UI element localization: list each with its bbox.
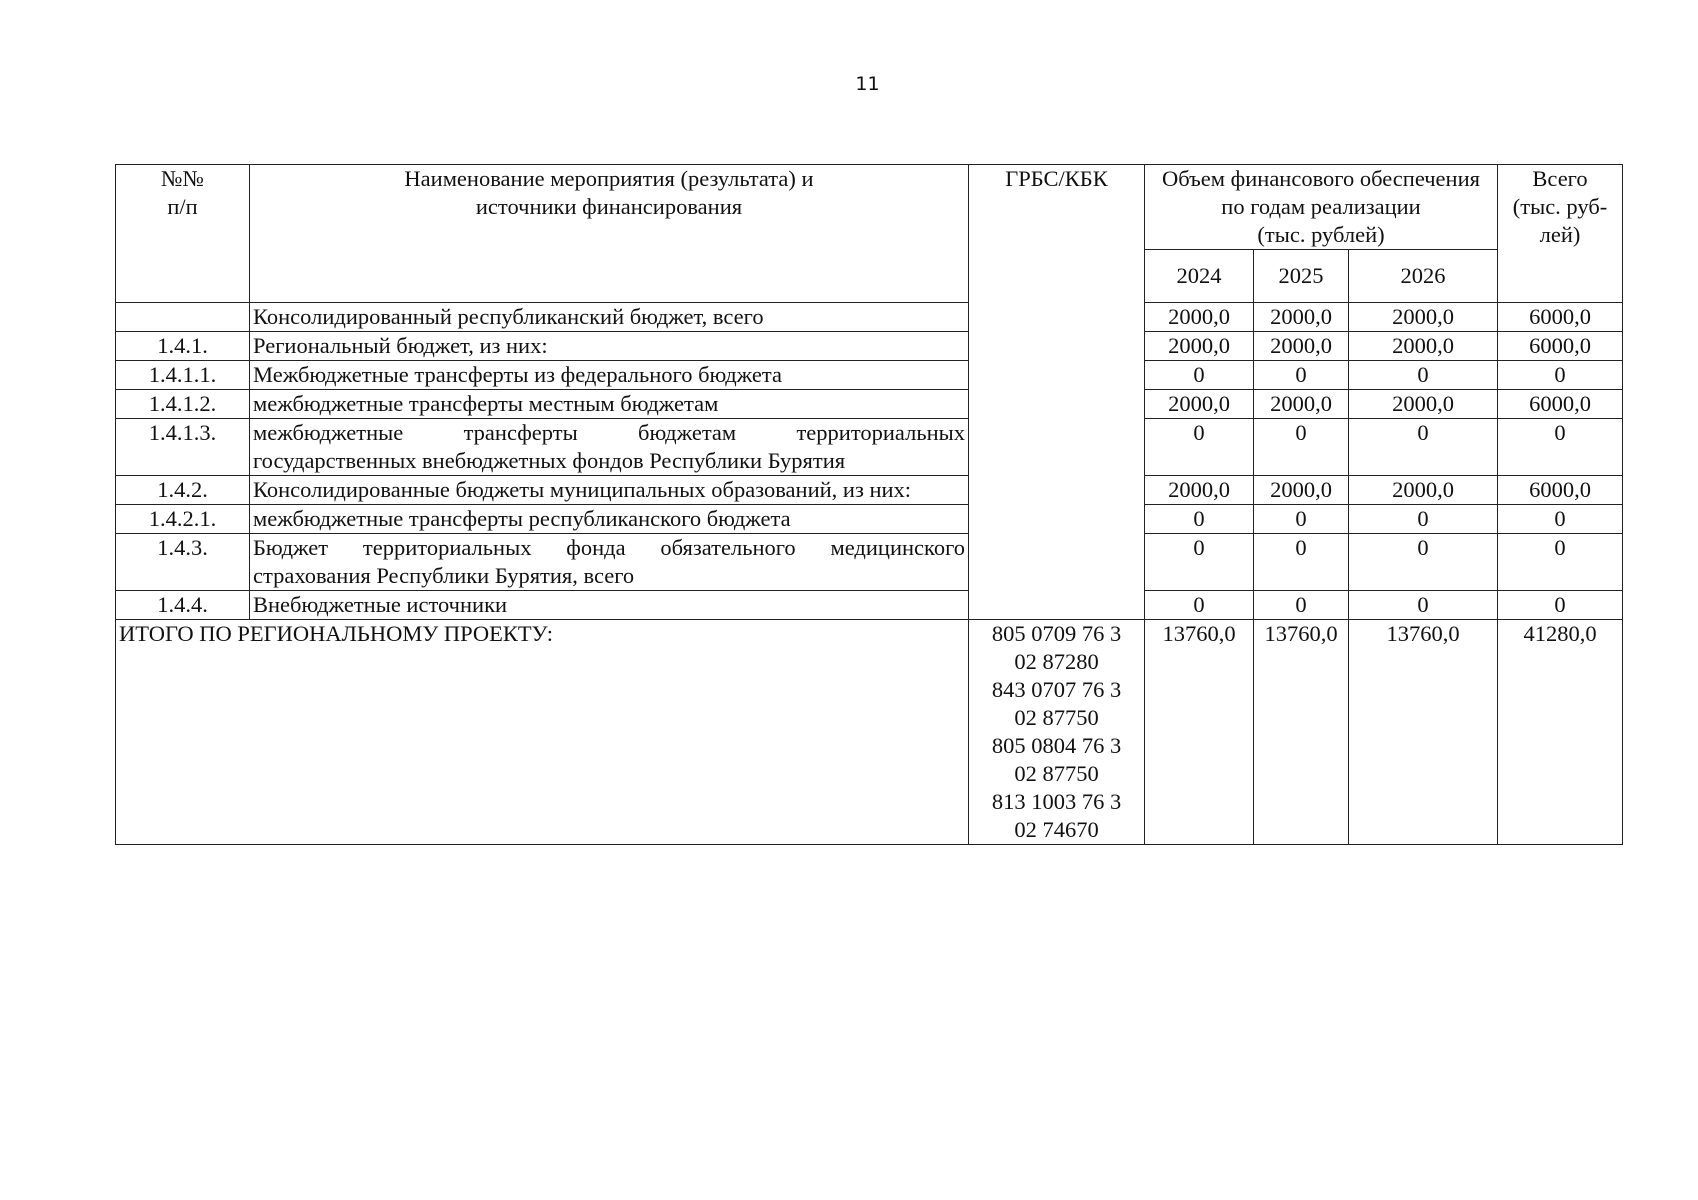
row-value-2024: 2000,0	[1145, 303, 1254, 332]
row-value-2024: 0	[1145, 419, 1254, 476]
row-value-2026: 2000,0	[1349, 332, 1498, 361]
row-value-2026: 0	[1349, 591, 1498, 620]
row-number: 1.4.1.2.	[116, 390, 250, 419]
kbk-code-line: 02 74670	[1014, 817, 1099, 842]
table-row	[116, 361, 1623, 390]
row-value-2025: 0	[1254, 419, 1349, 476]
row-value-2025: 2000,0	[1254, 332, 1349, 361]
header-num: №№ п/п	[116, 165, 250, 303]
kbk-code-line: 805 0804 76 3	[991, 733, 1122, 758]
table-row	[116, 505, 1623, 534]
table-row	[116, 303, 1623, 332]
row-number	[116, 303, 250, 332]
row-number: 1.4.4.	[116, 591, 250, 620]
total-label: ИТОГО ПО РЕГИОНАЛЬНОМУ ПРОЕКТУ:	[116, 620, 969, 845]
row-value-2025: 0	[1254, 505, 1349, 534]
row-value-2024: 0	[1145, 361, 1254, 390]
row-name: межбюджетные трансферты местным бюджетам	[250, 390, 969, 419]
row-total: 0	[1498, 591, 1623, 620]
row-number: 1.4.2.	[116, 476, 250, 505]
total-kbk-codes	[969, 620, 1145, 845]
row-total: 6000,0	[1498, 390, 1623, 419]
table-row	[116, 534, 1623, 591]
row-name: Бюджет территориальных фонда обязательного медицинского страхования Республики Бурятия, всего	[250, 534, 969, 591]
row-total: 6000,0	[1498, 476, 1623, 505]
row-value-2026: 0	[1349, 505, 1498, 534]
table-row	[116, 476, 1623, 505]
header-grbs: ГРБС/КБК	[969, 165, 1145, 620]
row-name: межбюджетные трансферты бюджетам территориальных государственных внебюджетных фондов Республики Бурятия	[250, 419, 969, 476]
row-value-2026: 0	[1349, 534, 1498, 591]
row-value-2026: 2000,0	[1349, 476, 1498, 505]
total-sum: 41280,0	[1498, 620, 1623, 845]
kbk-code-line: 843 0707 76 3	[991, 677, 1122, 702]
row-total: 0	[1498, 505, 1623, 534]
kbk-code-line: 02 87750	[1014, 761, 1099, 786]
row-value-2024: 2000,0	[1145, 332, 1254, 361]
row-value-2024: 0	[1145, 505, 1254, 534]
total-value-2025: 13760,0	[1254, 620, 1349, 845]
kbk-code-line: 805 0709 76 3	[991, 621, 1122, 646]
row-value-2025: 0	[1254, 534, 1349, 591]
row-value-2025: 0	[1254, 591, 1349, 620]
page-number: 11	[855, 73, 880, 95]
total-value-2024: 13760,0	[1145, 620, 1254, 845]
row-total: 0	[1498, 361, 1623, 390]
total-value-2026: 13760,0	[1349, 620, 1498, 845]
row-name: межбюджетные трансферты республиканского бюджета	[250, 505, 969, 534]
row-value-2024: 0	[1145, 534, 1254, 591]
kbk-code-line: 02 87280	[1014, 649, 1099, 674]
table-row	[116, 390, 1623, 419]
table-row	[116, 419, 1623, 476]
row-value-2025: 2000,0	[1254, 390, 1349, 419]
header-volume: Объем финансового обеспечения по годам реализации (тыс. рублей)	[1145, 165, 1498, 250]
row-number: 1.4.1.	[116, 332, 250, 361]
row-name: Внебюджетные источники	[250, 591, 969, 620]
row-name: Региональный бюджет, из них:	[250, 332, 969, 361]
table-row	[116, 332, 1623, 361]
header-year-2024: 2024	[1145, 250, 1254, 303]
row-name: Межбюджетные трансферты из федерального бюджета	[250, 361, 969, 390]
row-total: 0	[1498, 534, 1623, 591]
row-number: 1.4.1.1.	[116, 361, 250, 390]
row-value-2026: 2000,0	[1349, 390, 1498, 419]
row-value-2024: 2000,0	[1145, 476, 1254, 505]
row-total: 6000,0	[1498, 332, 1623, 361]
row-value-2025: 2000,0	[1254, 476, 1349, 505]
row-name: Консолидированный республиканский бюджет, всего	[250, 303, 969, 332]
kbk-code-line: 02 87750	[1014, 705, 1099, 730]
row-value-2026: 0	[1349, 419, 1498, 476]
header-year-2026: 2026	[1349, 250, 1498, 303]
row-number: 1.4.2.1.	[116, 505, 250, 534]
row-total: 6000,0	[1498, 303, 1623, 332]
row-number: 1.4.1.3.	[116, 419, 250, 476]
row-value-2025: 2000,0	[1254, 303, 1349, 332]
row-name: Консолидированные бюджеты муниципальных образований, из них:	[250, 476, 969, 505]
row-value-2026: 2000,0	[1349, 303, 1498, 332]
row-total: 0	[1498, 419, 1623, 476]
row-number: 1.4.3.	[116, 534, 250, 591]
header-year-2025: 2025	[1254, 250, 1349, 303]
row-value-2024: 2000,0	[1145, 390, 1254, 419]
row-value-2026: 0	[1349, 361, 1498, 390]
total-row	[116, 620, 1623, 845]
row-value-2024: 0	[1145, 591, 1254, 620]
financing-table	[115, 164, 1623, 845]
header-total: Всего (тыс. руб- лей)	[1498, 165, 1623, 303]
header-name: Наименование мероприятия (результата) и источники финансирования	[250, 165, 969, 303]
row-value-2025: 0	[1254, 361, 1349, 390]
table-row	[116, 591, 1623, 620]
kbk-code-line: 813 1003 76 3	[991, 789, 1122, 814]
